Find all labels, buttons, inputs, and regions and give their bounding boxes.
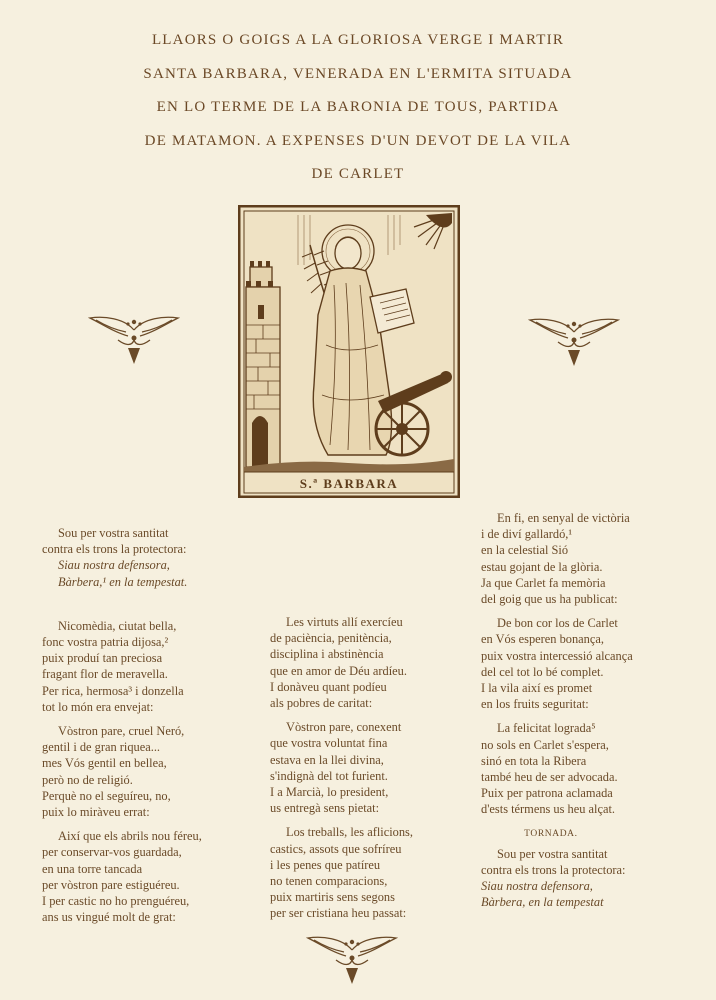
verse-column-1	[42, 525, 202, 933]
stanza	[42, 828, 202, 925]
verse-line: Bàrbera,¹ en la tempestat.	[58, 574, 188, 589]
title-line: EN LO TERME DE LA BARONIA DE TOUS, PARTIDA	[156, 99, 560, 115]
verse-line: d'ests térmens us heu alçat.	[481, 802, 616, 817]
title-line: DE MATAMON. A EXPENSES D'UN DEVOT DE LA VILA	[144, 132, 572, 149]
verse-line: del cel tot lo bé complet.	[481, 664, 604, 679]
stanza	[42, 525, 202, 590]
stanza	[481, 720, 633, 817]
verse-line: fonc vostra patria dijosa,²	[42, 635, 169, 650]
document-title	[110, 24, 606, 192]
verse-line: puix lo miràveu errat:	[42, 805, 150, 820]
verse-line: i de diví gallardó,¹	[481, 527, 573, 542]
verse-line: Siau nostra defensora,	[58, 558, 170, 573]
verse-line: fragant flor de meravella.	[42, 667, 168, 682]
verse-line: sinó en tota la Ribera	[481, 753, 587, 768]
verse-line: Vòstron pare, cruel Neró,	[58, 724, 185, 739]
verse-line: Per rica, hermosa³ i donzella	[42, 683, 184, 698]
verse-line: ans us vingué molt de grat:	[42, 910, 176, 925]
verse-line: Vòstron pare, conexent	[286, 720, 402, 735]
stanza	[270, 719, 413, 816]
verse-line: puix martiris sens segons	[270, 890, 395, 905]
saint-barbara-woodcut	[238, 205, 460, 498]
verse-line: Siau nostra defensora,	[481, 879, 593, 894]
verse-line: Perquè no el seguíreu, no,	[42, 788, 171, 803]
verse-line: us entregà sens pietat:	[270, 801, 380, 816]
verse-line: castics, assots que sofríreu	[270, 841, 402, 856]
verse-line: I per castic no ho prenguéreu,	[42, 894, 190, 909]
verse-line: Així que els abrils nou féreu,	[58, 829, 202, 844]
verse-line: contra els trons la protectora:	[481, 863, 626, 878]
tornada-heading: TORNADA.	[524, 828, 578, 839]
bottom-ornament-icon	[306, 930, 398, 991]
verse-line: I a Marcià, lo president,	[270, 785, 389, 800]
stanza	[42, 618, 202, 715]
stanza	[481, 510, 633, 607]
verse-line: per vòstron pare estiguéreu.	[42, 877, 180, 892]
verse-line: també heu de ser advocada.	[481, 770, 618, 785]
verse-line: que vostra voluntat fina	[270, 736, 388, 751]
verse-column-3	[481, 510, 633, 919]
verse-line: tot lo món era envejat:	[42, 699, 154, 714]
stanza	[270, 614, 413, 711]
verse-line: no tenen comparacions,	[270, 874, 388, 889]
verse-line: De bon cor los de Carlet	[497, 616, 618, 631]
verse-line: I donàveu quant podíeu	[270, 679, 387, 694]
left-ornament-icon	[88, 310, 180, 371]
verse-line: Nicomèdia, ciutat bella,	[58, 618, 177, 633]
verse-line: estava en la llei divina,	[270, 752, 384, 767]
verse-line: Sou per vostra santitat	[58, 526, 169, 540]
verse-line: mes Vós gentil en bellea,	[42, 756, 167, 771]
verse-line: Bàrbera, en la tempestat	[481, 895, 604, 910]
verse-line: en una torre tancada	[42, 861, 143, 876]
verse-line: Puix per patrona aclamada	[481, 786, 613, 801]
stanza	[270, 824, 413, 921]
verse-line: en la celestial Sió	[481, 543, 569, 558]
verse-line: gentil i de gran riquea...	[42, 740, 161, 755]
verse-line: de paciència, penitència,	[270, 631, 392, 646]
verse-line: en Vós esperen bonança,	[481, 632, 604, 647]
verse-line: Les virtuts allí exercíeu	[286, 615, 403, 629]
stanza	[42, 723, 202, 820]
verse-line: s'indignà del tot furient.	[270, 768, 388, 783]
verse-line: estau gojant de la glòria.	[481, 559, 603, 574]
verse-line: La felicitat lograda⁵	[497, 721, 596, 736]
verse-line: que en amor de Déu ardíeu.	[270, 663, 407, 678]
verse-line: disciplina i abstinència	[270, 647, 384, 662]
verse-line: Ja que Carlet fa memòria	[481, 575, 606, 590]
stanza	[481, 615, 633, 712]
verse-line: puix vostra intercessió alcança	[481, 648, 633, 663]
verse-line: no sols en Carlet s'espera,	[481, 737, 609, 752]
verse-line: puix produí tan preciosa	[42, 651, 163, 666]
tornada-stanza	[481, 846, 633, 911]
verse-line: per conservar-vos guardada,	[42, 845, 182, 860]
verse-line: del goig que us ha publicat:	[481, 592, 618, 607]
title-line: LLAORS O GOIGS A LA GLORIOSA VERGE I MARTIR	[151, 32, 565, 48]
verse-line: I la vila així es promet	[481, 681, 593, 696]
title-line: SANTA BARBARA, VENERADA EN L'ERMITA SITUADA	[143, 65, 573, 82]
verse-line: i les penes que patíreu	[270, 857, 381, 872]
right-ornament-icon	[528, 312, 620, 373]
title-line: DE CARLET	[311, 166, 405, 182]
verse-line: als pobres de caritat:	[270, 696, 373, 711]
verse-line: per ser cristiana heu passat:	[270, 906, 407, 921]
woodcut-caption: S.ª BARBARA	[299, 476, 399, 491]
verse-line: Sou per vostra santitat	[497, 846, 608, 861]
verse-line: però no de religió.	[42, 772, 133, 787]
verse-line: contra els trons la protectora:	[42, 542, 187, 557]
verse-column-2	[270, 614, 413, 930]
verse-line: Los treballs, les aflicions,	[286, 825, 413, 840]
verse-line: En fi, en senyal de victòria	[497, 511, 630, 525]
verse-line: en los fruits seguritat:	[481, 697, 589, 712]
